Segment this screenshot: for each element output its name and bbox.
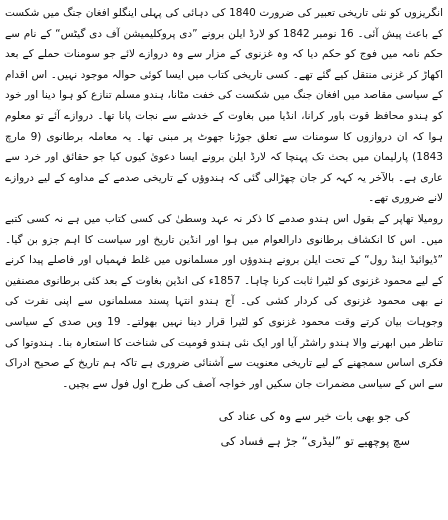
poem-verse-2 [5,429,443,454]
article-paragraph-1: انگریزوں کو نئی تاریخی تعبیر کی ضرورت 1840 کی دہائی کی پہلی اینگلو افغان جنگ میں شکست کے باعث پیش آئی۔ 16 نومبر 1842 کو لارڈ ایلن برونے ”دی پروکلیمیشن آف دی گیٹس“ کے نام سے حکم نامہ میں فوج کو حکم دیا کہ وہ غزنوی کے مزار سے وہ دروازے لائے جو سومنات حملے کے بعد اکھاڑ کر غزنی منتقل کیے گئے تھے۔ کسی تاریخی کتاب میں ایسا کوئی حوالہ موجود نہیں۔ اس اقدام کے سیاسی مقاصد میں افغان جنگ میں شکست کی خفت مٹانا، ہندو مسلم تنازع کو ہوا دینا اور خود کو ہندو محافظ قوت باور کرانا، انڈیا میں بغاوت کے خدشے سے نجات پانا تھا۔ دروازے آئے تو معلوم ہوا کہ ان دروازوں کا سومنات سے تعلق جوڑنا جھوٹ پر مبنی تھا۔ یہ معاملہ برطانوی (9 مارچ 1843) پارلیمان میں بحث تک پہنچا کہ لارڈ ایلن برونے ایسا دعویٰ کیوں کیا جو حقائق اور خرد سے عاری ہے۔ بالآخر یہ کہہ کر جان چھڑالی گئی کہ ہندوؤں کے تاریخی صدمے کے مداوے کے لیے دروازے لانے ضروری تھے۔ [5,7,444,205]
poem-couplet [5,404,443,454]
article-paragraph-2: رومیلا تھاپر کے بقول اس ہندو صدمے کا ذکر نہ عہد وسطیٰ کی کسی کتاب میں ہے نہ کسی کتبے میں۔ اس کا انکشاف برطانوی دارالعوام میں ہوا اور انڈین تاریخ اور سیاست کا اہم جزو بن گیا۔ ”ڈیوائیڈ اینڈ رول“ کے تحت ایلن برونے ہندوؤں اور مسلمانوں میں غلط فہمیاں اور فاصلے پیدا کرنے کے لیے محمود غزنوی کو لٹیرا ثابت کرنا چاہا۔ 1857ء کی انڈین بغاوت کے بعد کئی برطانوی مصنفین نے بھی محمود غزنوی کی کردار کشی کی۔ آج ہندو انتہا پسند مسلمانوں سے اپنی نفرت کی وجوہات بیان کرتے وقت محمود غزنوی کو لٹیرا قرار دینا نہیں بھولتے۔ 19 ویں صدی کے سیاسی تناظر میں ابھرنے والا ہندو راشٹر آیا اور ایک نئی ہندو قومیت کی شناخت کا استعارہ بنا۔ ہندوتوا کی فکری اساس سمجھنے کے لیے تاریخی معنویت سے آشنائی ضروری ہے تاکہ ہم تاریخ کے صحیح ادراک سے اس کے سیاسی مضمرات جان سکیں اور خواجہ آصف کی طرح اول فول سے بچیں۔ [5,212,443,390]
poem-line-2: سچ پوچھیے تو ”لیڈری“ جڑ ہے فساد کی [220,434,410,449]
poem-verse-1 [5,404,443,429]
poem-line-1: کی جو بھی بات خیر سے وہ کی عناد کی [218,409,410,424]
